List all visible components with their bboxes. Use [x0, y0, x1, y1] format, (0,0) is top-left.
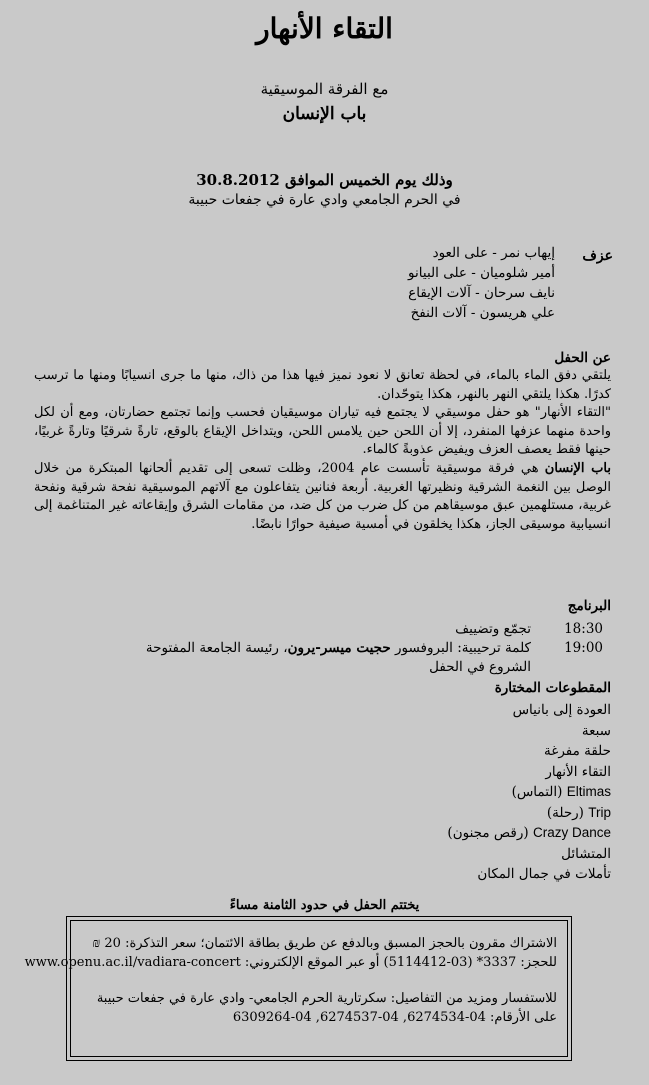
spacer	[81, 972, 557, 990]
program-table	[51, 620, 611, 677]
program-row	[51, 658, 611, 677]
piece-title-en: Crazy Dance	[532, 825, 611, 840]
piece-title-ar: حلقة مفرغة	[544, 743, 611, 759]
pieces-list	[447, 700, 611, 885]
piece-title-en: Trip	[588, 804, 611, 820]
piece-item	[447, 782, 611, 803]
program-desc-text: الشروع في الحفل	[429, 659, 531, 675]
event-date: وذلك يوم الخميس الموافق 30.8.2012	[196, 171, 453, 189]
piece-title-ar: المتشائل	[561, 845, 611, 862]
piece-item	[447, 721, 611, 742]
about-paragraph-2: "التقاء الأنهار" هو حفل موسيقي لا يجتمع فيه تياران موسيقيان فحسب وإنما تجتمع حضارتان، ومع أن لكل واحدة منهما عزفها المنفرد، إلا أن اللحن حين يلامس اللحن، ويتداخل الإيقاع بالوقع، تارةً شرقيًا وتارةً غربيًا، حينها فقط يعصف العزف ويفيض عذوبةً كالماء.	[34, 405, 611, 458]
program-time: 18:30	[564, 621, 603, 637]
closing-note: يختتم الحفل في حدود الثامنة مساءً	[229, 898, 420, 913]
program-desc	[51, 639, 531, 658]
program-title: البرنامج	[567, 598, 611, 614]
subtitle-with-band: مع الفرقة الموسيقية	[260, 80, 389, 98]
info-box	[24, 916, 572, 1061]
pieces-title: المقطوعات المختارة	[494, 680, 611, 696]
performer-item: إيهاب نمر - على العود	[432, 245, 555, 261]
about-title: عن الحفل	[554, 350, 611, 366]
program-time	[531, 658, 611, 677]
piece-item	[447, 803, 611, 824]
performer-item: علي هريسون - آلات النفخ	[410, 305, 555, 321]
page-title: التقاء الأنهار	[256, 12, 393, 45]
piece-item	[447, 700, 611, 721]
ticket-info: الاشتراك مقرون بالحجز المسبق وبالدفع عن طريق بطاقة الائتمان؛ سعر التذكرة: 20 ₪	[92, 936, 557, 951]
piece-title-ar: العودة إلى بانياس	[512, 702, 611, 718]
piece-item	[447, 864, 611, 885]
about-section	[34, 367, 611, 534]
piece-item	[447, 844, 611, 865]
about-paragraph-3-text: هي فرقة موسيقية تأسست عام 2004، وظلت تسعى إلى تقديم ألحانها المبتكرة من خلال الوصل بين النغمة الشرقية ونظيرتها الغربية. أربعة فنانين يتفاعلون مع آلاتهم الموسيقية نفحة شرقية ونفحة غربية، مستلهمين عبق موسيقاهم من كل ضرب من كل ضد، من مقامات الشرق وإيقاعاته غير المتناغمة إلى انسيابية موسيقى الجاز، هكذا يخلقون في أمسية صيفية حوارًا نابضًا.	[34, 460, 611, 532]
program-desc	[51, 620, 531, 639]
about-paragraph-3	[34, 460, 611, 534]
band-name: باب الإنسان	[282, 104, 367, 124]
performers-list	[295, 243, 555, 323]
piece-title-ar: (رحلة)	[546, 804, 584, 821]
program-row	[51, 620, 611, 639]
program-desc-text: كلمة ترحيبية: البروفسور	[390, 640, 531, 656]
piece-title-ar: التقاء الأنهار	[545, 763, 611, 780]
piece-title-ar: سبعة	[581, 722, 611, 739]
piece-title-ar: (التماس)	[511, 784, 563, 800]
about-paragraph-1: يلتقي دفق الماء بالماء، في لحظة تعانق لا نعود نميز فيها هذا من ذاك، منها ما جرى انسيابًا ومنها ما ترسب كدرًا. هكذا يلتقي النهر بالنهر، هكذا يتوحّدان.	[34, 368, 611, 402]
program-desc-text: تجمّع وتضييف	[455, 621, 531, 637]
program-time: 19:00	[564, 640, 603, 656]
piece-item	[447, 823, 611, 844]
program-row	[51, 639, 611, 658]
inquiry-info: للاستفسار ومزيد من التفاصيل: سكرتارية الحرم الجامعي- وادي عارة في جفعات حبيبة	[96, 991, 557, 1006]
piece-title-ar: (رقص مجنون)	[447, 825, 529, 841]
performer-item: نايف سرحان - آلات الإيقاع	[408, 285, 555, 301]
band-name-inline: باب الإنسان	[544, 460, 611, 476]
piece-title-ar: تأملات في جمال المكان	[477, 866, 611, 882]
event-venue: في الحرم الجامعي وادي عارة في جفعات حبيبة	[188, 192, 461, 208]
piece-item	[447, 762, 611, 783]
program-desc-text: ، رئيسة الجامعة المفتوحة	[145, 640, 288, 656]
piece-title-en: Eltimas	[566, 784, 611, 799]
booking-info: للحجز: 3337* (03-5114412) أو عبر الموقع الإلكتروني: www.openu.ac.il/vadiara-concert	[24, 954, 557, 970]
info-box-inner	[24, 920, 568, 1057]
phone-numbers: على الأرقام: 04-6274534, 04-6274537, 04-6309264	[232, 1009, 557, 1025]
program-desc	[51, 658, 531, 677]
speaker-name: حجيت ميسر-يرون	[287, 640, 391, 656]
performer-item: أمير شلوميان - على البيانو	[408, 265, 555, 281]
performers-label: عزف	[582, 248, 613, 264]
piece-item	[447, 741, 611, 762]
